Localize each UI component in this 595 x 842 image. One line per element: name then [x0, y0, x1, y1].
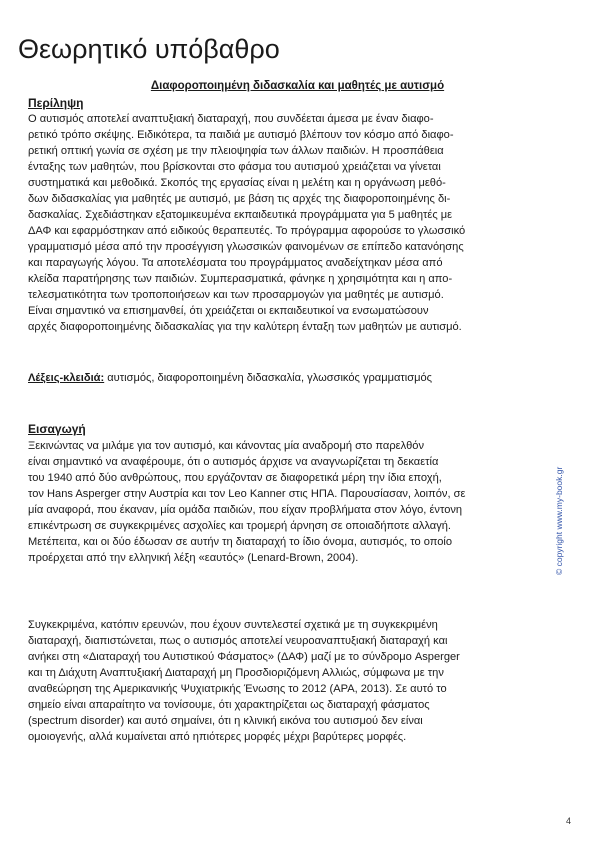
body-line: διαταραχή, διαπιστώνεται, πως ο αυτισμός αποτελεί νευροαναπτυξιακή διαταραχή και: [28, 635, 448, 647]
body-line: (spectrum disorder) και αυτό σημαίνει, ότι η κλινική εικόνα του αυτισμού δεν είναι: [28, 715, 423, 727]
introduction-heading: Εισαγωγή: [28, 422, 86, 436]
abstract-line: Ο αυτισμός αποτελεί αναπτυξιακή διαταραχή, που συνδέεται άμεσα με έναν διαφο-: [28, 113, 434, 125]
abstract-line: τελεσματικότητα των τροποποιήσεων και των προσαρμογών για μαθητές με αυτισμό.: [28, 289, 444, 301]
body-line: αναθεώρηση της Αμερικανικής Ψυχιατρικής Ένωσης το 2012 (APA, 2013). Σε αυτό το: [28, 683, 447, 695]
body-line: Συγκεκριμένα, κατόπιν ερευνών, που έχουν συντελεστεί σχετικά με τη συγκεκριμένη: [28, 619, 438, 631]
intro-line: επικέντρωση σε συγκεκριμένες ασχολίες και τρομερή άρνηση σε οποιαδήποτε αλλαγή.: [28, 520, 452, 532]
page-title: Θεωρητικό υπόβαθρο: [18, 34, 280, 64]
intro-line: είναι σημαντικό να αναφέρουμε, ότι ο αυτισμός άρχισε να αναγνωρίζεται τη δεκαετία: [28, 456, 439, 468]
abstract-line: συστηματικά και μεθοδικά. Σκοπός της εργασίας είναι η μελέτη και η οργάνωση μεθό-: [28, 177, 446, 189]
intro-line: μία αναφορά, που έκαναν, μία ομάδα παιδιών, που είχαν προβλήματα στον λόγο, έντονη: [28, 504, 463, 516]
abstract-line: γραμματισμό μέσα από την προσέγγιση γλωσσικών φαινομένων σε επίπεδο κατανόησης: [28, 241, 464, 253]
abstract-line: ρετικό τρόπο σκέψης. Ειδικότερα, τα παιδιά με αυτισμό βλέπουν τον κόσμο από διαφο-: [28, 129, 454, 141]
page-number: 4: [566, 816, 572, 826]
body-paragraph: [28, 617, 546, 745]
abstract-line: και παραγωγής λόγου. Τα αποτελέσματα του προγράμματος αναδείχτηκαν μέσα από: [28, 257, 443, 269]
intro-line: του 1940 από δύο ανθρώπους, που εργάζονταν σε διαφορετικά μέρη την ίδια εποχή,: [28, 472, 442, 484]
copyright-text: © copyright www.my-book.gr: [554, 466, 564, 575]
body-line: σημείο είναι απαραίτητο να τονίσουμε, ότι χαρακτηρίζεται ως διαταραχή φάσματος: [28, 699, 430, 711]
keywords-text: αυτισμός, διαφοροποιημένη διδασκαλία, γλωσσικός γραμματισμός: [104, 372, 433, 384]
intro-line: Ξεκινώντας να μιλάμε για τον αυτισμό, και κάνοντας μία αναδρομή στο παρελθόν: [28, 440, 425, 452]
abstract-line: ένταξης των μαθητών, που βρίσκονται στο φάσμα του αυτισμού χρειάζεται να γίνεται: [28, 161, 441, 173]
body-line: και τη Διάχυτη Αναπτυξιακή Διαταραχή μη Προσδιοριζόμενη Αλλιώς, σύμφωνα με την: [28, 667, 444, 679]
article-subtitle: Διαφοροποιημένη διδασκαλία και μαθητές με αυτισμό: [150, 80, 445, 92]
copyright-watermark: [553, 405, 567, 575]
abstract-heading: Περίληψη: [28, 96, 84, 110]
abstract-line: δασκαλίας. Σχεδιάστηκαν εξατομικευμένα εκπαιδευτικά προγράμματα για 5 μαθητές με: [28, 209, 453, 221]
body-line: ομοιογενής, αλλά κυμαίνεται από ηπιότερες μορφές μέχρι βαρύτερες μορφές.: [28, 731, 407, 743]
body-line: ανήκει στη «Διαταραχή του Αυτιστικού Φάσματος» (ΔΑΦ) μαζί με το σύνδρομο Asperger: [28, 651, 460, 663]
abstract-line: ΔΑΦ και εφαρμόστηκαν από ειδικούς θεραπευτές. Το πρόγραμμα αφορούσε το γλωσσικό: [28, 225, 466, 237]
abstract-line: κλείδα παρατήρησης των παιδιών. Συμπερασματικά, φάνηκε η χρησιμότητα και η απο-: [28, 273, 453, 285]
intro-line: Μετέπειτα, και οι δύο έδωσαν σε αυτήν τη διαταραχή το ίδιο όνομα, αυτισμός, το οποίο: [28, 536, 453, 548]
introduction-paragraph: [28, 438, 546, 566]
intro-line: προέρχεται από την ελληνική λέξη «εαυτός» (Lenard-Brown, 2004).: [28, 552, 359, 564]
abstract-line: Είναι σημαντικό να επισημανθεί, ότι χρειάζεται οι εκπαιδευτικοί να ενσωματώσουν: [28, 305, 429, 317]
keywords-label: Λέξεις-κλειδιά:: [28, 372, 105, 384]
abstract-line: δων διδασκαλίας για μαθητές με αυτισμό, με βάση τις αρχές της διαφοροποιημένης δι-: [28, 193, 451, 205]
abstract-line: αρχές διαφοροποιημένης διδασκαλίας για την καλύτερη ένταξη των μαθητών με αυτισμό.: [28, 321, 462, 333]
abstract-line: ρετική οπτική γωνία σε σχέση με την πλειοψηφία των άλλων παιδιών. Η προσπάθεια: [28, 145, 444, 157]
abstract-paragraph: [28, 111, 546, 335]
intro-line: τον Hans Asperger στην Αυστρία και τον Leo Kanner στις ΗΠΑ. Παρουσίασαν, λοιπόν, σε: [28, 488, 466, 500]
keywords-line: [28, 370, 546, 386]
